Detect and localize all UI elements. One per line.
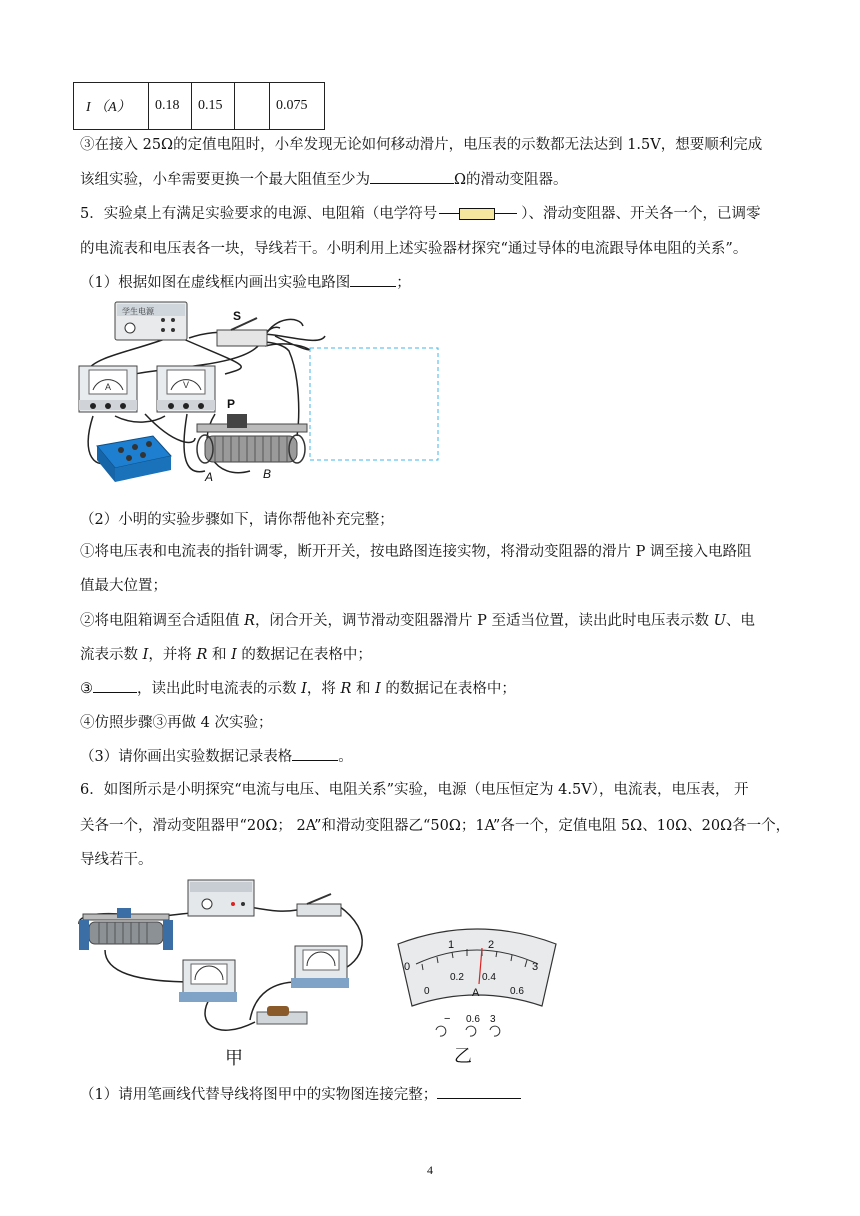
answer-blank[interactable]	[437, 1098, 521, 1099]
svg-text:0.6: 0.6	[466, 1014, 480, 1025]
q4-step3-line1: ③在接入 25Ω的定值电阻时，小牟发现无论如何移动滑片，电压表的示数都无法达到 1.5V，想要顺利完成	[80, 137, 763, 153]
q4-step3-line2: 该组实验，小牟需要更换一个最大阻值至少为 Ω的滑动变阻器。	[80, 172, 568, 188]
table-cell: 0.18	[149, 83, 192, 130]
slider-icon	[227, 414, 247, 428]
answer-blank[interactable]	[292, 760, 338, 761]
table-cell: 0.075	[270, 83, 325, 130]
table-cell: 0.15	[192, 83, 235, 130]
q5-part1: （1）根据如图在虚线框内画出实验电路图 ；	[80, 275, 411, 291]
svg-text:甲: 甲	[225, 1048, 243, 1068]
table-row	[74, 83, 325, 130]
answer-blank[interactable]	[93, 692, 137, 693]
svg-text:V: V	[183, 380, 190, 390]
svg-text:3: 3	[490, 1014, 496, 1025]
svg-text:−: −	[444, 1013, 451, 1025]
current-table	[73, 82, 325, 130]
q5-line1: 5．实验桌上有满足实验要求的电源、电阻箱（电学符号 ）、滑动变阻器、开关各一个，已调零	[80, 206, 761, 222]
svg-text:乙: 乙	[454, 1046, 472, 1064]
svg-text:0.2: 0.2	[450, 972, 464, 983]
answer-blank[interactable]	[370, 183, 454, 184]
q5-circuit-figure	[75, 296, 455, 492]
q6-line1: 6．如图所示是小明探究“电流与电压、电阻关系”实验，电源（电压恒定为 4.5V），电流表，电压表， 开	[80, 782, 749, 798]
svg-text:3: 3	[532, 961, 539, 973]
q5-step4: ④仿照步骤③再做 4 次实验；	[80, 715, 273, 731]
switch-icon	[297, 904, 341, 916]
q5-step2-line2: 流表示数 I，并将 R 和 I 的数据记在表格中；	[80, 647, 372, 663]
q5-step3: ③ ，读出此时电流表的示数 I，将 R 和 I 的数据记在表格中；	[80, 681, 516, 697]
svg-text:0: 0	[424, 986, 430, 997]
q6-line3: 导线若干。	[80, 852, 153, 868]
svg-text:B: B	[263, 467, 272, 481]
resistance-box-symbol-icon	[439, 208, 519, 220]
svg-text:1: 1	[448, 939, 455, 951]
q5-part2: （2）小明的实验步骤如下，请你帮他补充完整；	[80, 512, 394, 528]
page-number: 4	[427, 1163, 433, 1177]
q5-step1-line1: ①将电压表和电流表的指针调零，断开开关，按电路图连接实物，将滑动变阻器的滑片 P 调至接入电路阻	[80, 544, 752, 560]
svg-text:2: 2	[488, 939, 495, 951]
q6-figure-jia	[75, 872, 375, 1072]
table-header-cell: I （A）	[74, 83, 149, 130]
q5-step2-line1: ②将电阻箱调至合适阻值 R，闭合开关，调节滑动变阻器滑片 P 至适当位置，读出此时电压表示数 U、电	[80, 613, 755, 629]
svg-text:S: S	[233, 309, 242, 323]
svg-text:0.6: 0.6	[510, 986, 524, 997]
svg-text:0.4: 0.4	[482, 972, 496, 983]
svg-text:学生电源: 学生电源	[122, 307, 154, 316]
circuit-diagram-answer-box[interactable]	[310, 348, 438, 460]
q5-step1-line2: 值最大位置；	[80, 578, 167, 594]
svg-text:A: A	[105, 382, 112, 392]
answer-blank[interactable]	[350, 286, 396, 287]
table-cell	[235, 83, 270, 130]
switch-icon	[217, 330, 267, 346]
q6-line2: 关各一个，滑动变阻器甲“20Ω； 2A”和滑动变阻器乙“50Ω；1A”各一个，定值电阻 5Ω、10Ω、20Ω各一个，	[80, 818, 791, 834]
svg-text:A: A	[205, 470, 214, 484]
rheostat-icon	[197, 424, 307, 432]
q5-part3: （3）请你画出实验数据记录表格 。	[80, 749, 353, 765]
svg-text:0: 0	[404, 961, 411, 973]
q6-part1: （1）请用笔画线代替导线将图甲中的实物图连接完整；	[80, 1085, 521, 1105]
q5-line2: 的电流表和电压表各一块，导线若干。小明利用上述实验器材探究“通过导体的电流跟导体电阻的关系”。	[80, 241, 748, 257]
svg-text:P: P	[227, 397, 236, 411]
svg-text:A: A	[472, 987, 480, 999]
q6-figure-yi	[392, 922, 562, 1064]
